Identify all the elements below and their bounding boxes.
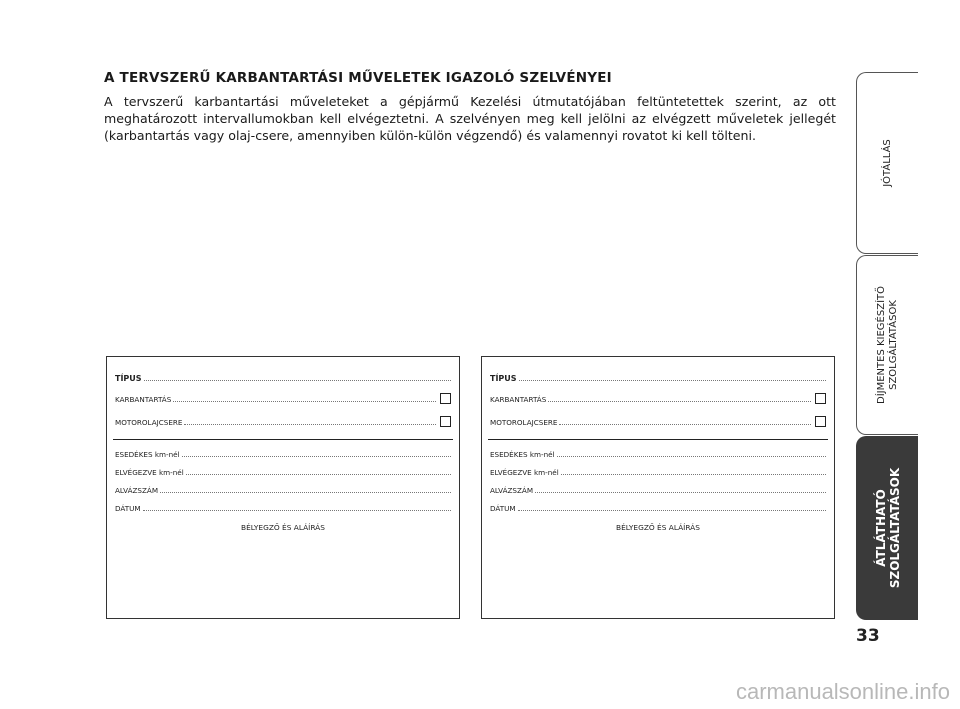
maintenance-row bbox=[115, 392, 451, 404]
tab-warranty-label: JÓTÁLLÁS bbox=[881, 139, 893, 187]
oil-change-checkbox[interactable] bbox=[440, 416, 451, 427]
done-km-row bbox=[115, 465, 451, 477]
date-row bbox=[115, 501, 451, 513]
section-heading: A TERVSZERŰ KARBANTARTÁSI MŰVELETEK IGAZOLÓ SZELVÉNYEI bbox=[104, 70, 612, 86]
maintenance-checkbox[interactable] bbox=[815, 393, 826, 404]
oil-change-checkbox[interactable] bbox=[815, 416, 826, 427]
due-km-label: ESEDÉKES km-nél bbox=[490, 450, 555, 459]
done-km-label: ELVÉGEZVE km-nél bbox=[490, 468, 559, 477]
coupon-right bbox=[481, 356, 835, 619]
type-field[interactable] bbox=[144, 379, 451, 381]
due-km-row bbox=[115, 447, 451, 459]
chassis-row bbox=[115, 483, 451, 495]
type-label: TÍPUS bbox=[115, 374, 142, 383]
divider bbox=[488, 439, 828, 440]
oil-change-row bbox=[115, 415, 451, 427]
chassis-row bbox=[490, 483, 826, 495]
watermark: carmanualsonline.info bbox=[735, 679, 950, 704]
chassis-label: ALVÁZSZÁM bbox=[490, 486, 534, 495]
coupon-left bbox=[106, 356, 460, 619]
due-km-field[interactable] bbox=[182, 455, 451, 457]
tab-transparent-services-line2: SZOLGÁLTATÁSOK bbox=[887, 467, 902, 589]
type-row bbox=[115, 371, 451, 383]
page-number: 33 bbox=[856, 626, 880, 646]
done-km-field[interactable] bbox=[186, 473, 451, 475]
oil-change-label: MOTOROLAJCSERE bbox=[490, 418, 558, 427]
tab-free-services-line1: DÍJMENTES KIEGÉSZÍTŐ bbox=[875, 286, 887, 404]
tab-free-services[interactable] bbox=[856, 255, 918, 435]
oil-change-label: MOTOROLAJCSERE bbox=[115, 418, 183, 427]
type-label: TÍPUS bbox=[490, 374, 517, 383]
tab-transparent-services[interactable] bbox=[856, 436, 918, 620]
date-label: DÁTUM bbox=[115, 504, 141, 513]
maintenance-label: KARBANTARTÁS bbox=[115, 395, 172, 404]
due-km-field[interactable] bbox=[557, 455, 826, 457]
tab-transparent-services-line1: ÁTLÁTHATÓ bbox=[873, 489, 888, 567]
oil-change-row bbox=[490, 415, 826, 427]
due-km-label: ESEDÉKES km-nél bbox=[115, 450, 180, 459]
date-label: DÁTUM bbox=[490, 504, 516, 513]
chassis-label: ALVÁZSZÁM bbox=[115, 486, 159, 495]
due-km-row bbox=[490, 447, 826, 459]
chassis-field[interactable] bbox=[535, 491, 826, 493]
chassis-field[interactable] bbox=[160, 491, 451, 493]
maintenance-row bbox=[490, 392, 826, 404]
type-row bbox=[490, 371, 826, 383]
done-km-field[interactable] bbox=[561, 473, 826, 475]
date-field[interactable] bbox=[143, 509, 451, 511]
tab-warranty[interactable] bbox=[856, 72, 918, 254]
done-km-row bbox=[490, 465, 826, 477]
tab-free-services-line2: SZOLGÁLTATÁSOK bbox=[887, 300, 899, 390]
stamp-label: BÉLYEGZŐ ÉS ALÁÍRÁS bbox=[241, 523, 325, 532]
stamp-label: BÉLYEGZŐ ÉS ALÁÍRÁS bbox=[616, 523, 700, 532]
done-km-label: ELVÉGEZVE km-nél bbox=[115, 468, 184, 477]
section-intro: A tervszerű karbantartási műveleteket a gépjármű Kezelési útmutatójában feltüntetettek szerint, az ott meghatározott intervallumokban kell elvégeztetni. A szelvényen meg kell jelölni az elvégzett műveletek jellegét (karbantartás vagy olaj-csere, amennyiben külön-külön végzendő) és valamennyi rovatot ki kell tölteni. bbox=[104, 94, 836, 143]
maintenance-checkbox[interactable] bbox=[440, 393, 451, 404]
divider bbox=[113, 439, 453, 440]
date-field[interactable] bbox=[518, 509, 826, 511]
date-row bbox=[490, 501, 826, 513]
maintenance-label: KARBANTARTÁS bbox=[490, 395, 547, 404]
type-field[interactable] bbox=[519, 379, 826, 381]
